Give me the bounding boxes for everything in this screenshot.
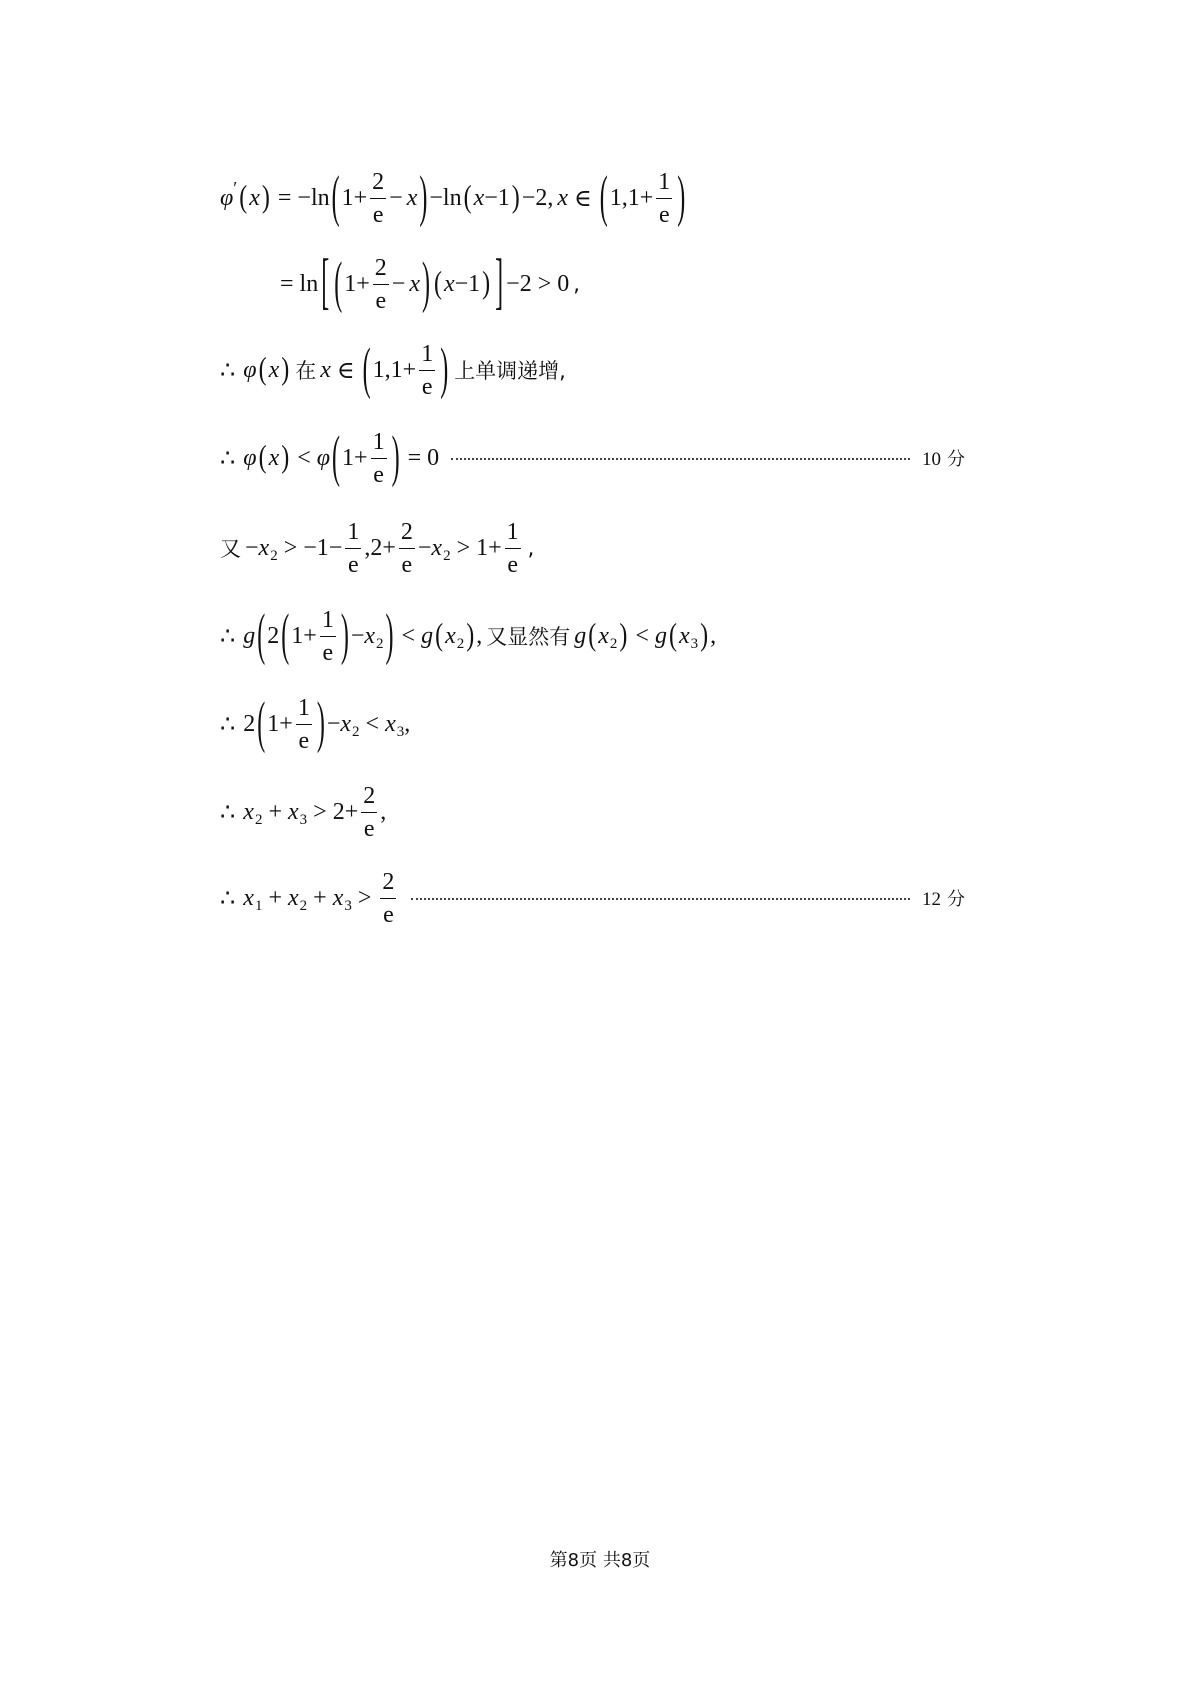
fraction: $\frac{1}{e}$: [321, 606, 334, 666]
fraction: $\frac{2}{e}$: [382, 868, 395, 928]
text-monotonic-increasing: 上单调递增,: [454, 359, 566, 383]
score-12: 12 分: [922, 889, 965, 910]
page-footer: 第8页 共8页: [549, 1550, 651, 1571]
fraction: $\frac{1}{e}$: [421, 340, 434, 400]
equation-line-7: ∴ 2 ( 1+ $\frac{1}{e}$ ) − x 2 < x 3 ,: [220, 692, 411, 756]
comma: ,: [573, 272, 580, 296]
text-you: 又: [220, 537, 241, 561]
fraction: $\frac{2}{e}$: [400, 518, 413, 578]
fraction: $\frac{1}{e}$: [506, 518, 519, 578]
equation-line-4: ∴ φ ( x ) < φ ( 1+ $\frac{1}{e}$ ) = 0 10 分: [220, 426, 965, 490]
equation-line-8: ∴ x 2 + x 3 > 2+ $\frac{2}{e}$ ,: [220, 782, 387, 842]
fraction: $\frac{2}{e}$: [363, 782, 376, 842]
fraction: $\frac{2}{e}$: [372, 168, 385, 228]
dot-leader: [451, 448, 910, 468]
score-10: 10 分: [922, 449, 965, 470]
fraction: $\frac{1}{e}$: [372, 428, 385, 488]
dot-leader: [411, 888, 910, 908]
equation-line-1: φ ′ ( x ) = −ln ( 1+ $\frac{2}{e}$ − x ) −ln ( x −1 ) −2, x ∈ ( 1,1+ $\frac{1}{e}$ ): [220, 166, 686, 230]
equation-line-6: ∴ g ( 2 ( 1+ $\frac{1}{e}$ ) − x 2 ) < g ( x 2 ) , 又显然有 g ( x 2 ) < g ( x 3 ) ,: [220, 604, 717, 668]
comma: ,: [527, 536, 535, 560]
equation-line-9: ∴ x 1 + x 2 + x 3 > $\frac{2}{e}$ 12 分: [220, 868, 965, 928]
text-zai: 在: [295, 359, 317, 383]
equation-line-3: ∴ φ ( x ) 在 x ∈ ( 1,1+ $\frac{1}{e}$ ) 上单调递增,: [220, 338, 566, 402]
fraction: $\frac{1}{e}$: [347, 518, 360, 578]
equation-line-2: = ln [ ( 1+ $\frac{2}{e}$ − x ) ( x −1 ) ] −2 > 0 ,: [280, 248, 580, 317]
text-obviously: 又显然有: [486, 625, 571, 649]
fraction: $\frac{1}{e}$: [297, 694, 310, 754]
fraction: $\frac{2}{e}$: [374, 254, 387, 314]
equation-line-5: 又 − x 2 > −1− $\frac{1}{e}$ ,2+ $\frac{2}{e}$ − x 2 > 1+ $\frac{1}{e}$ ,: [220, 518, 535, 578]
fraction: $\frac{1}{e}$: [658, 168, 671, 228]
